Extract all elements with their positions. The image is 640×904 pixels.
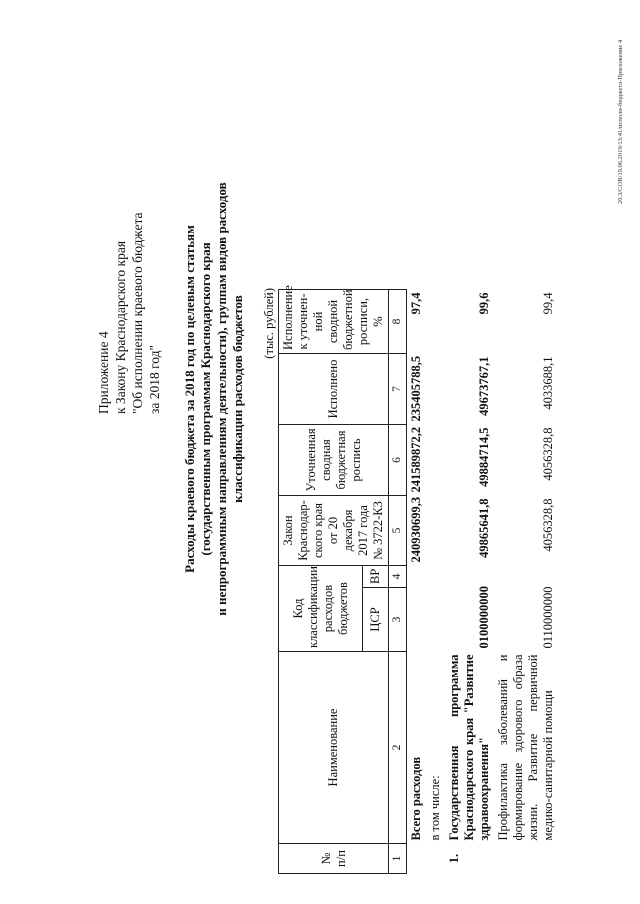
cell-law: [426, 496, 445, 566]
header-percent: Исполнение к уточнен-ной сводной бюджетной росписи, %: [279, 290, 389, 354]
table-row-program: [445, 290, 494, 874]
title-line: (государственным программам Краснодарского края: [198, 242, 213, 556]
cell-percent: 97,4: [409, 292, 423, 315]
cell-executed: [426, 354, 445, 425]
cell-num: [407, 844, 427, 874]
header-refined: Уточненная сводная бюджетная роспись: [279, 425, 389, 496]
index-cell: 2: [389, 652, 407, 844]
cell-name: Профилактика заболеваний и формирование здорового образа жизни. Развитие первичной медико-санитарной помощи: [496, 654, 555, 841]
cell-vr: [407, 566, 427, 588]
cell-num: 1.: [447, 853, 461, 864]
cell-executed: 235405788,5: [409, 355, 423, 422]
cell-num: [494, 844, 558, 874]
header-law: Закон Краснодар-ского края от 20 декабря 2017 года № 3722-КЗ: [279, 496, 389, 566]
index-cell: 8: [389, 290, 407, 354]
index-cell: 1: [389, 844, 407, 874]
column-index-row: [389, 290, 407, 874]
header-name: Наименование: [279, 652, 389, 844]
cell-refined: [426, 425, 445, 496]
cell-executed: 49673767,1: [477, 356, 491, 416]
cell-vr: [426, 566, 445, 588]
index-cell: 7: [389, 354, 407, 425]
cell-law: 49865641,8: [477, 498, 491, 558]
cell-refined: 49884714,5: [477, 427, 491, 487]
cell-csr: 0110000000: [541, 586, 555, 649]
appendix-line: за 2018 год": [147, 344, 162, 414]
cell-refined: 4056328,8: [541, 427, 555, 481]
document-title: [182, 144, 246, 654]
title-line: классификации расходов бюджетов: [230, 295, 245, 503]
cell-vr: [494, 566, 558, 588]
index-cell: 6: [389, 425, 407, 496]
cell-percent: 99,4: [541, 292, 555, 315]
cell-name: в том числе:: [428, 775, 442, 841]
cell-num: [426, 844, 445, 874]
table-row-subprogram: [494, 290, 558, 874]
appendix-header: [95, 212, 163, 414]
cell-name: Государственная программа Краснодарского края "Развитие здравоохранения": [447, 654, 491, 841]
cell-executed: 4033688,1: [541, 356, 555, 410]
cell-csr: [426, 588, 445, 652]
cell-csr: [407, 588, 427, 652]
header-csr: ЦСР: [363, 588, 389, 652]
table-row-including: [426, 290, 445, 874]
cell-percent: [426, 290, 445, 354]
document-footer: 20.3/СОВ/19.06.2019/13:41/исполн-бюджета-Приложение 4: [617, 39, 624, 204]
units-label: (тыс. рублей): [262, 288, 276, 359]
header-executed: Исполнено: [279, 354, 389, 425]
cell-name: Всего расходов: [409, 756, 423, 841]
table-row-total: [407, 290, 427, 874]
appendix-line: Приложение 4: [96, 331, 111, 414]
appendix-line: "Об исполнении краевого бюджета: [130, 212, 145, 414]
cell-law: 240930699,3: [409, 496, 423, 563]
header-code-group: Код классификации расходов бюджетов: [279, 566, 363, 652]
index-cell: 5: [389, 496, 407, 566]
title-line: Расходы краевого бюджета за 2018 год по целевым статьям: [182, 225, 197, 573]
header-num: № п/п: [279, 844, 389, 874]
index-cell: 4: [389, 566, 407, 588]
cell-law: 4056328,8: [541, 498, 555, 552]
expenses-table: [278, 285, 558, 874]
cell-csr: 0100000000: [477, 586, 491, 649]
title-line: и непрограммным направлениям деятельности), группам видов расходов: [214, 182, 229, 616]
cell-percent: 99,6: [477, 292, 491, 315]
index-cell: 3: [389, 588, 407, 652]
cell-vr: [445, 566, 494, 588]
appendix-line: к Закону Краснодарского края: [113, 240, 128, 414]
cell-refined: 241589872,2: [409, 426, 423, 493]
header-vr: ВР: [363, 566, 389, 588]
